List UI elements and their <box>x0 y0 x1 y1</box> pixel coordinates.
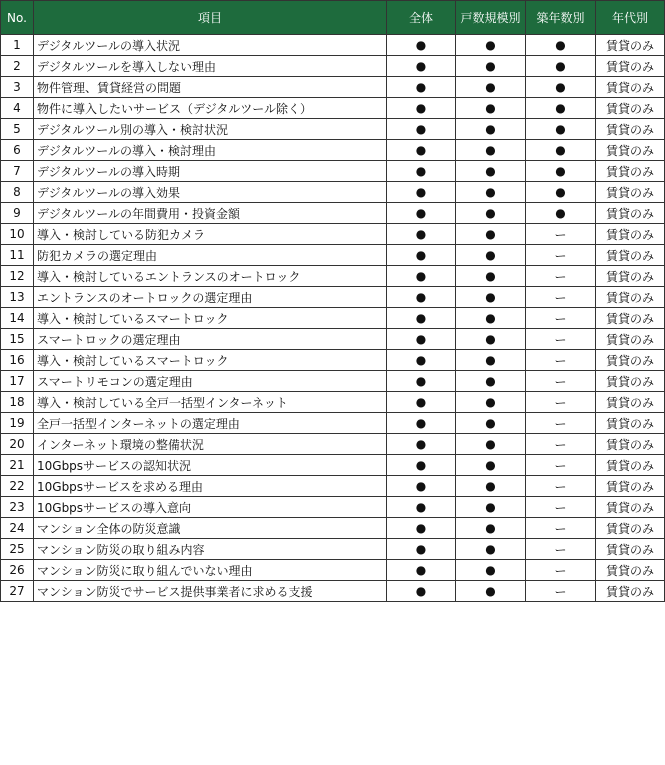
row-units-mark: ● <box>456 140 526 161</box>
header-era: 年代別 <box>596 1 665 35</box>
row-total-mark: ● <box>387 35 456 56</box>
row-era: 賃貸のみ <box>596 350 665 371</box>
row-total-mark: ● <box>387 203 456 224</box>
table-row <box>1 455 665 476</box>
row-total-mark: ● <box>387 560 456 581</box>
row-number: 12 <box>1 266 34 287</box>
row-units-mark: ● <box>456 350 526 371</box>
row-total-mark: ● <box>387 245 456 266</box>
row-era: 賃貸のみ <box>596 224 665 245</box>
row-era: 賃貸のみ <box>596 203 665 224</box>
row-item: 10Gbpsサービスを求める理由 <box>34 476 387 497</box>
row-age-mark: ● <box>526 77 596 98</box>
row-units-mark: ● <box>456 413 526 434</box>
row-total-mark: ● <box>387 161 456 182</box>
table-row <box>1 161 665 182</box>
row-age-mark: ー <box>526 581 596 602</box>
row-number: 20 <box>1 434 34 455</box>
row-item: デジタルツール別の導入・検討状況 <box>34 119 387 140</box>
table-row <box>1 539 665 560</box>
row-units-mark: ● <box>456 56 526 77</box>
table-body <box>1 35 665 602</box>
row-item: マンション防災に取り組んでいない理由 <box>34 560 387 581</box>
row-number: 23 <box>1 497 34 518</box>
row-total-mark: ● <box>387 329 456 350</box>
row-age-mark: ー <box>526 329 596 350</box>
row-total-mark: ● <box>387 371 456 392</box>
row-age-mark: ー <box>526 224 596 245</box>
row-item: 導入・検討しているスマートロック <box>34 308 387 329</box>
table-row <box>1 77 665 98</box>
row-units-mark: ● <box>456 266 526 287</box>
row-units-mark: ● <box>456 581 526 602</box>
row-item: デジタルツールの導入時期 <box>34 161 387 182</box>
row-item: スマートロックの選定理由 <box>34 329 387 350</box>
row-age-mark: ● <box>526 98 596 119</box>
table-row <box>1 266 665 287</box>
row-total-mark: ● <box>387 581 456 602</box>
row-age-mark: ー <box>526 245 596 266</box>
row-age-mark: ー <box>526 476 596 497</box>
table-row <box>1 497 665 518</box>
table-row <box>1 560 665 581</box>
row-era: 賃貸のみ <box>596 140 665 161</box>
row-item: 物件に導入したいサービス（デジタルツール除く） <box>34 98 387 119</box>
row-era: 賃貸のみ <box>596 56 665 77</box>
row-total-mark: ● <box>387 392 456 413</box>
row-number: 24 <box>1 518 34 539</box>
row-total-mark: ● <box>387 266 456 287</box>
row-units-mark: ● <box>456 224 526 245</box>
row-number: 18 <box>1 392 34 413</box>
row-number: 16 <box>1 350 34 371</box>
header-total: 全体 <box>387 1 456 35</box>
row-age-mark: ー <box>526 413 596 434</box>
header-row <box>1 1 665 35</box>
row-units-mark: ● <box>456 371 526 392</box>
row-item: 10Gbpsサービスの認知状況 <box>34 455 387 476</box>
table-row <box>1 392 665 413</box>
table-row <box>1 308 665 329</box>
table-row <box>1 140 665 161</box>
table-row <box>1 287 665 308</box>
row-era: 賃貸のみ <box>596 518 665 539</box>
row-age-mark: ー <box>526 560 596 581</box>
row-units-mark: ● <box>456 539 526 560</box>
row-age-mark: ー <box>526 392 596 413</box>
row-units-mark: ● <box>456 119 526 140</box>
row-units-mark: ● <box>456 77 526 98</box>
row-number: 6 <box>1 140 34 161</box>
row-units-mark: ● <box>456 518 526 539</box>
row-era: 賃貸のみ <box>596 161 665 182</box>
table-row <box>1 329 665 350</box>
row-item: 導入・検討している防犯カメラ <box>34 224 387 245</box>
row-age-mark: ー <box>526 434 596 455</box>
row-item: インターネット環境の整備状況 <box>34 434 387 455</box>
row-age-mark: ● <box>526 161 596 182</box>
row-number: 1 <box>1 35 34 56</box>
row-item: 導入・検討しているスマートロック <box>34 350 387 371</box>
row-era: 賃貸のみ <box>596 371 665 392</box>
row-total-mark: ● <box>387 224 456 245</box>
row-age-mark: ー <box>526 371 596 392</box>
header-age: 築年数別 <box>526 1 596 35</box>
row-number: 27 <box>1 581 34 602</box>
row-total-mark: ● <box>387 476 456 497</box>
row-units-mark: ● <box>456 560 526 581</box>
row-age-mark: ー <box>526 539 596 560</box>
row-age-mark: ● <box>526 35 596 56</box>
row-age-mark: ● <box>526 182 596 203</box>
row-units-mark: ● <box>456 245 526 266</box>
row-units-mark: ● <box>456 434 526 455</box>
table-row <box>1 434 665 455</box>
row-era: 賃貸のみ <box>596 392 665 413</box>
row-units-mark: ● <box>456 203 526 224</box>
row-era: 賃貸のみ <box>596 119 665 140</box>
row-era: 賃貸のみ <box>596 98 665 119</box>
row-units-mark: ● <box>456 161 526 182</box>
row-units-mark: ● <box>456 182 526 203</box>
table-row <box>1 203 665 224</box>
row-era: 賃貸のみ <box>596 245 665 266</box>
table-row <box>1 119 665 140</box>
table-row <box>1 35 665 56</box>
row-number: 3 <box>1 77 34 98</box>
row-era: 賃貸のみ <box>596 287 665 308</box>
row-total-mark: ● <box>387 539 456 560</box>
row-era: 賃貸のみ <box>596 455 665 476</box>
row-units-mark: ● <box>456 308 526 329</box>
row-item: 導入・検討しているエントランスのオートロック <box>34 266 387 287</box>
row-item: スマートリモコンの選定理由 <box>34 371 387 392</box>
row-age-mark: ● <box>526 119 596 140</box>
table-row <box>1 98 665 119</box>
row-age-mark: ー <box>526 518 596 539</box>
row-units-mark: ● <box>456 497 526 518</box>
row-item: 導入・検討している全戸一括型インターネット <box>34 392 387 413</box>
row-units-mark: ● <box>456 476 526 497</box>
row-number: 11 <box>1 245 34 266</box>
row-age-mark: ー <box>526 350 596 371</box>
row-units-mark: ● <box>456 98 526 119</box>
row-item: デジタルツールの導入効果 <box>34 182 387 203</box>
row-number: 9 <box>1 203 34 224</box>
row-number: 4 <box>1 98 34 119</box>
row-age-mark: ー <box>526 308 596 329</box>
row-era: 賃貸のみ <box>596 308 665 329</box>
row-age-mark: ● <box>526 56 596 77</box>
header-units: 戸数規模別 <box>456 1 526 35</box>
table-row <box>1 245 665 266</box>
row-total-mark: ● <box>387 518 456 539</box>
row-era: 賃貸のみ <box>596 434 665 455</box>
row-total-mark: ● <box>387 119 456 140</box>
row-total-mark: ● <box>387 308 456 329</box>
row-item: 防犯カメラの選定理由 <box>34 245 387 266</box>
row-item: デジタルツールを導入しない理由 <box>34 56 387 77</box>
row-item: 全戸一括型インターネットの選定理由 <box>34 413 387 434</box>
row-item: マンション防災の取り組み内容 <box>34 539 387 560</box>
row-item: マンション全体の防災意識 <box>34 518 387 539</box>
row-age-mark: ー <box>526 287 596 308</box>
table-row <box>1 413 665 434</box>
row-number: 7 <box>1 161 34 182</box>
row-number: 25 <box>1 539 34 560</box>
row-number: 10 <box>1 224 34 245</box>
row-age-mark: ● <box>526 140 596 161</box>
row-era: 賃貸のみ <box>596 182 665 203</box>
header-no: No. <box>1 1 34 35</box>
row-total-mark: ● <box>387 455 456 476</box>
table-row <box>1 518 665 539</box>
table-row <box>1 56 665 77</box>
table-row <box>1 371 665 392</box>
table-header <box>1 1 665 35</box>
row-era: 賃貸のみ <box>596 266 665 287</box>
row-total-mark: ● <box>387 434 456 455</box>
row-total-mark: ● <box>387 413 456 434</box>
row-era: 賃貸のみ <box>596 35 665 56</box>
row-total-mark: ● <box>387 350 456 371</box>
row-number: 8 <box>1 182 34 203</box>
row-item: エントランスのオートロックの選定理由 <box>34 287 387 308</box>
row-item: マンション防災でサービス提供事業者に求める支援 <box>34 581 387 602</box>
row-total-mark: ● <box>387 140 456 161</box>
row-age-mark: ● <box>526 203 596 224</box>
row-item: デジタルツールの年間費用・投資金額 <box>34 203 387 224</box>
row-era: 賃貸のみ <box>596 539 665 560</box>
row-units-mark: ● <box>456 455 526 476</box>
row-total-mark: ● <box>387 98 456 119</box>
row-item: デジタルツールの導入・検討理由 <box>34 140 387 161</box>
table-row <box>1 224 665 245</box>
table-row <box>1 476 665 497</box>
row-number: 21 <box>1 455 34 476</box>
row-number: 22 <box>1 476 34 497</box>
row-units-mark: ● <box>456 35 526 56</box>
row-total-mark: ● <box>387 77 456 98</box>
row-item: 10Gbpsサービスの導入意向 <box>34 497 387 518</box>
row-number: 5 <box>1 119 34 140</box>
row-era: 賃貸のみ <box>596 560 665 581</box>
row-age-mark: ー <box>526 266 596 287</box>
row-era: 賃貸のみ <box>596 476 665 497</box>
row-units-mark: ● <box>456 392 526 413</box>
row-number: 17 <box>1 371 34 392</box>
row-era: 賃貸のみ <box>596 413 665 434</box>
row-age-mark: ー <box>526 455 596 476</box>
row-total-mark: ● <box>387 287 456 308</box>
row-number: 15 <box>1 329 34 350</box>
row-number: 14 <box>1 308 34 329</box>
row-era: 賃貸のみ <box>596 497 665 518</box>
row-age-mark: ー <box>526 497 596 518</box>
row-number: 26 <box>1 560 34 581</box>
row-era: 賃貸のみ <box>596 77 665 98</box>
row-total-mark: ● <box>387 497 456 518</box>
row-era: 賃貸のみ <box>596 581 665 602</box>
header-item: 項目 <box>34 1 387 35</box>
row-number: 13 <box>1 287 34 308</box>
row-units-mark: ● <box>456 287 526 308</box>
row-number: 2 <box>1 56 34 77</box>
row-total-mark: ● <box>387 56 456 77</box>
table-row <box>1 350 665 371</box>
row-item: 物件管理、賃貸経営の問題 <box>34 77 387 98</box>
row-item: デジタルツールの導入状況 <box>34 35 387 56</box>
row-era: 賃貸のみ <box>596 329 665 350</box>
row-units-mark: ● <box>456 329 526 350</box>
row-total-mark: ● <box>387 182 456 203</box>
table-row <box>1 182 665 203</box>
table-row <box>1 581 665 602</box>
row-number: 19 <box>1 413 34 434</box>
